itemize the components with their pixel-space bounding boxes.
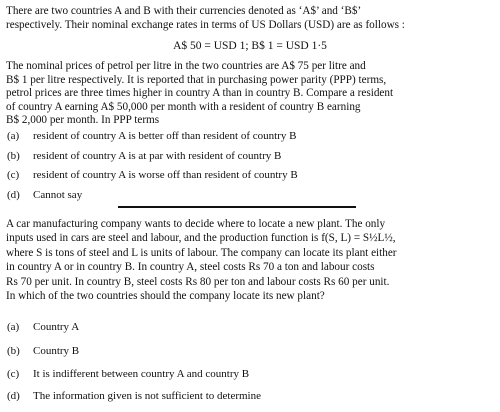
q2-body-line: inputs used in cars are steel and labour, and the production function is f(S, L) = S½L½, [6, 232, 396, 245]
q1-option-d [7, 189, 82, 201]
option-label: (b) [7, 150, 20, 162]
q1-body [6, 60, 490, 128]
q2-body-line: In which of the two countries should the company locate its new plant? [6, 290, 325, 303]
option-text: resident of country A is better off than resident of country B [33, 130, 297, 142]
q1-body-line: The nominal prices of petrol per litre in the two countries are A$ 75 per litre and [6, 60, 366, 72]
q1-body-line: B$ 2,000 per month. In PPP terms [6, 114, 160, 127]
option-label: (a) [7, 321, 20, 333]
q2-option-a [7, 321, 79, 333]
q1-body-line: B$ 1 per litre respectively. It is reported that in purchasing power parity (PPP) terms, [6, 73, 387, 86]
option-text: Country B [33, 345, 80, 357]
q1-option-b [7, 150, 281, 162]
q1-option-c [7, 169, 298, 181]
option-text: Country A [33, 321, 80, 333]
option-label: (b) [7, 345, 20, 357]
q1-intro-line: There are two countries A and B with their currencies denoted as ‘A$’ and ‘B$’ [6, 5, 362, 17]
q2-option-b [7, 345, 79, 357]
section-divider [118, 206, 356, 208]
option-label: (d) [7, 189, 20, 201]
q2-option-c [7, 368, 249, 380]
q2-body [6, 217, 490, 303]
q1-body-line: of country A earning A$ 50,000 per month with a resident of country B earning [6, 100, 361, 113]
option-label: (c) [7, 368, 20, 380]
q2-body-line: in country A or in country B. In country A, steel costs Rs 70 a ton and labour costs [6, 261, 375, 274]
q1-intro [6, 5, 490, 32]
option-text: resident of country A is worse off than resident of country B [33, 169, 298, 181]
q1-intro-line: respectively. Their nominal exchange rates in terms of US Dollars (USD) are as follows : [6, 18, 405, 31]
q2-option-d [7, 390, 261, 402]
option-text: Cannot say [33, 189, 83, 201]
option-label: (d) [7, 390, 20, 402]
q1-body-line: petrol prices are three times higher in country A than in country B. Compare a resident [6, 87, 394, 100]
q2-body-line: Rs 70 per unit. In country B, steel costs Rs 80 per ton and labour costs Rs 60 per unit. [6, 275, 390, 288]
q1-option-a [7, 130, 296, 142]
option-text: resident of country A is at par with resident of country B [33, 150, 282, 162]
q1-exchange-rates: A$ 50 = USD 1; B$ 1 = USD 1·5 [173, 40, 327, 52]
option-text: It is indifferent between country A and country B [33, 368, 250, 380]
option-text: The information given is not sufficient to determine [33, 390, 261, 402]
option-label: (a) [7, 130, 20, 142]
q2-body-line: A car manufacturing company wants to decide where to locate a new plant. The only [6, 218, 386, 230]
option-label: (c) [7, 169, 20, 181]
q2-body-line: where S is tons of steel and L is units of labour. The company can locate its plant either [6, 246, 397, 259]
